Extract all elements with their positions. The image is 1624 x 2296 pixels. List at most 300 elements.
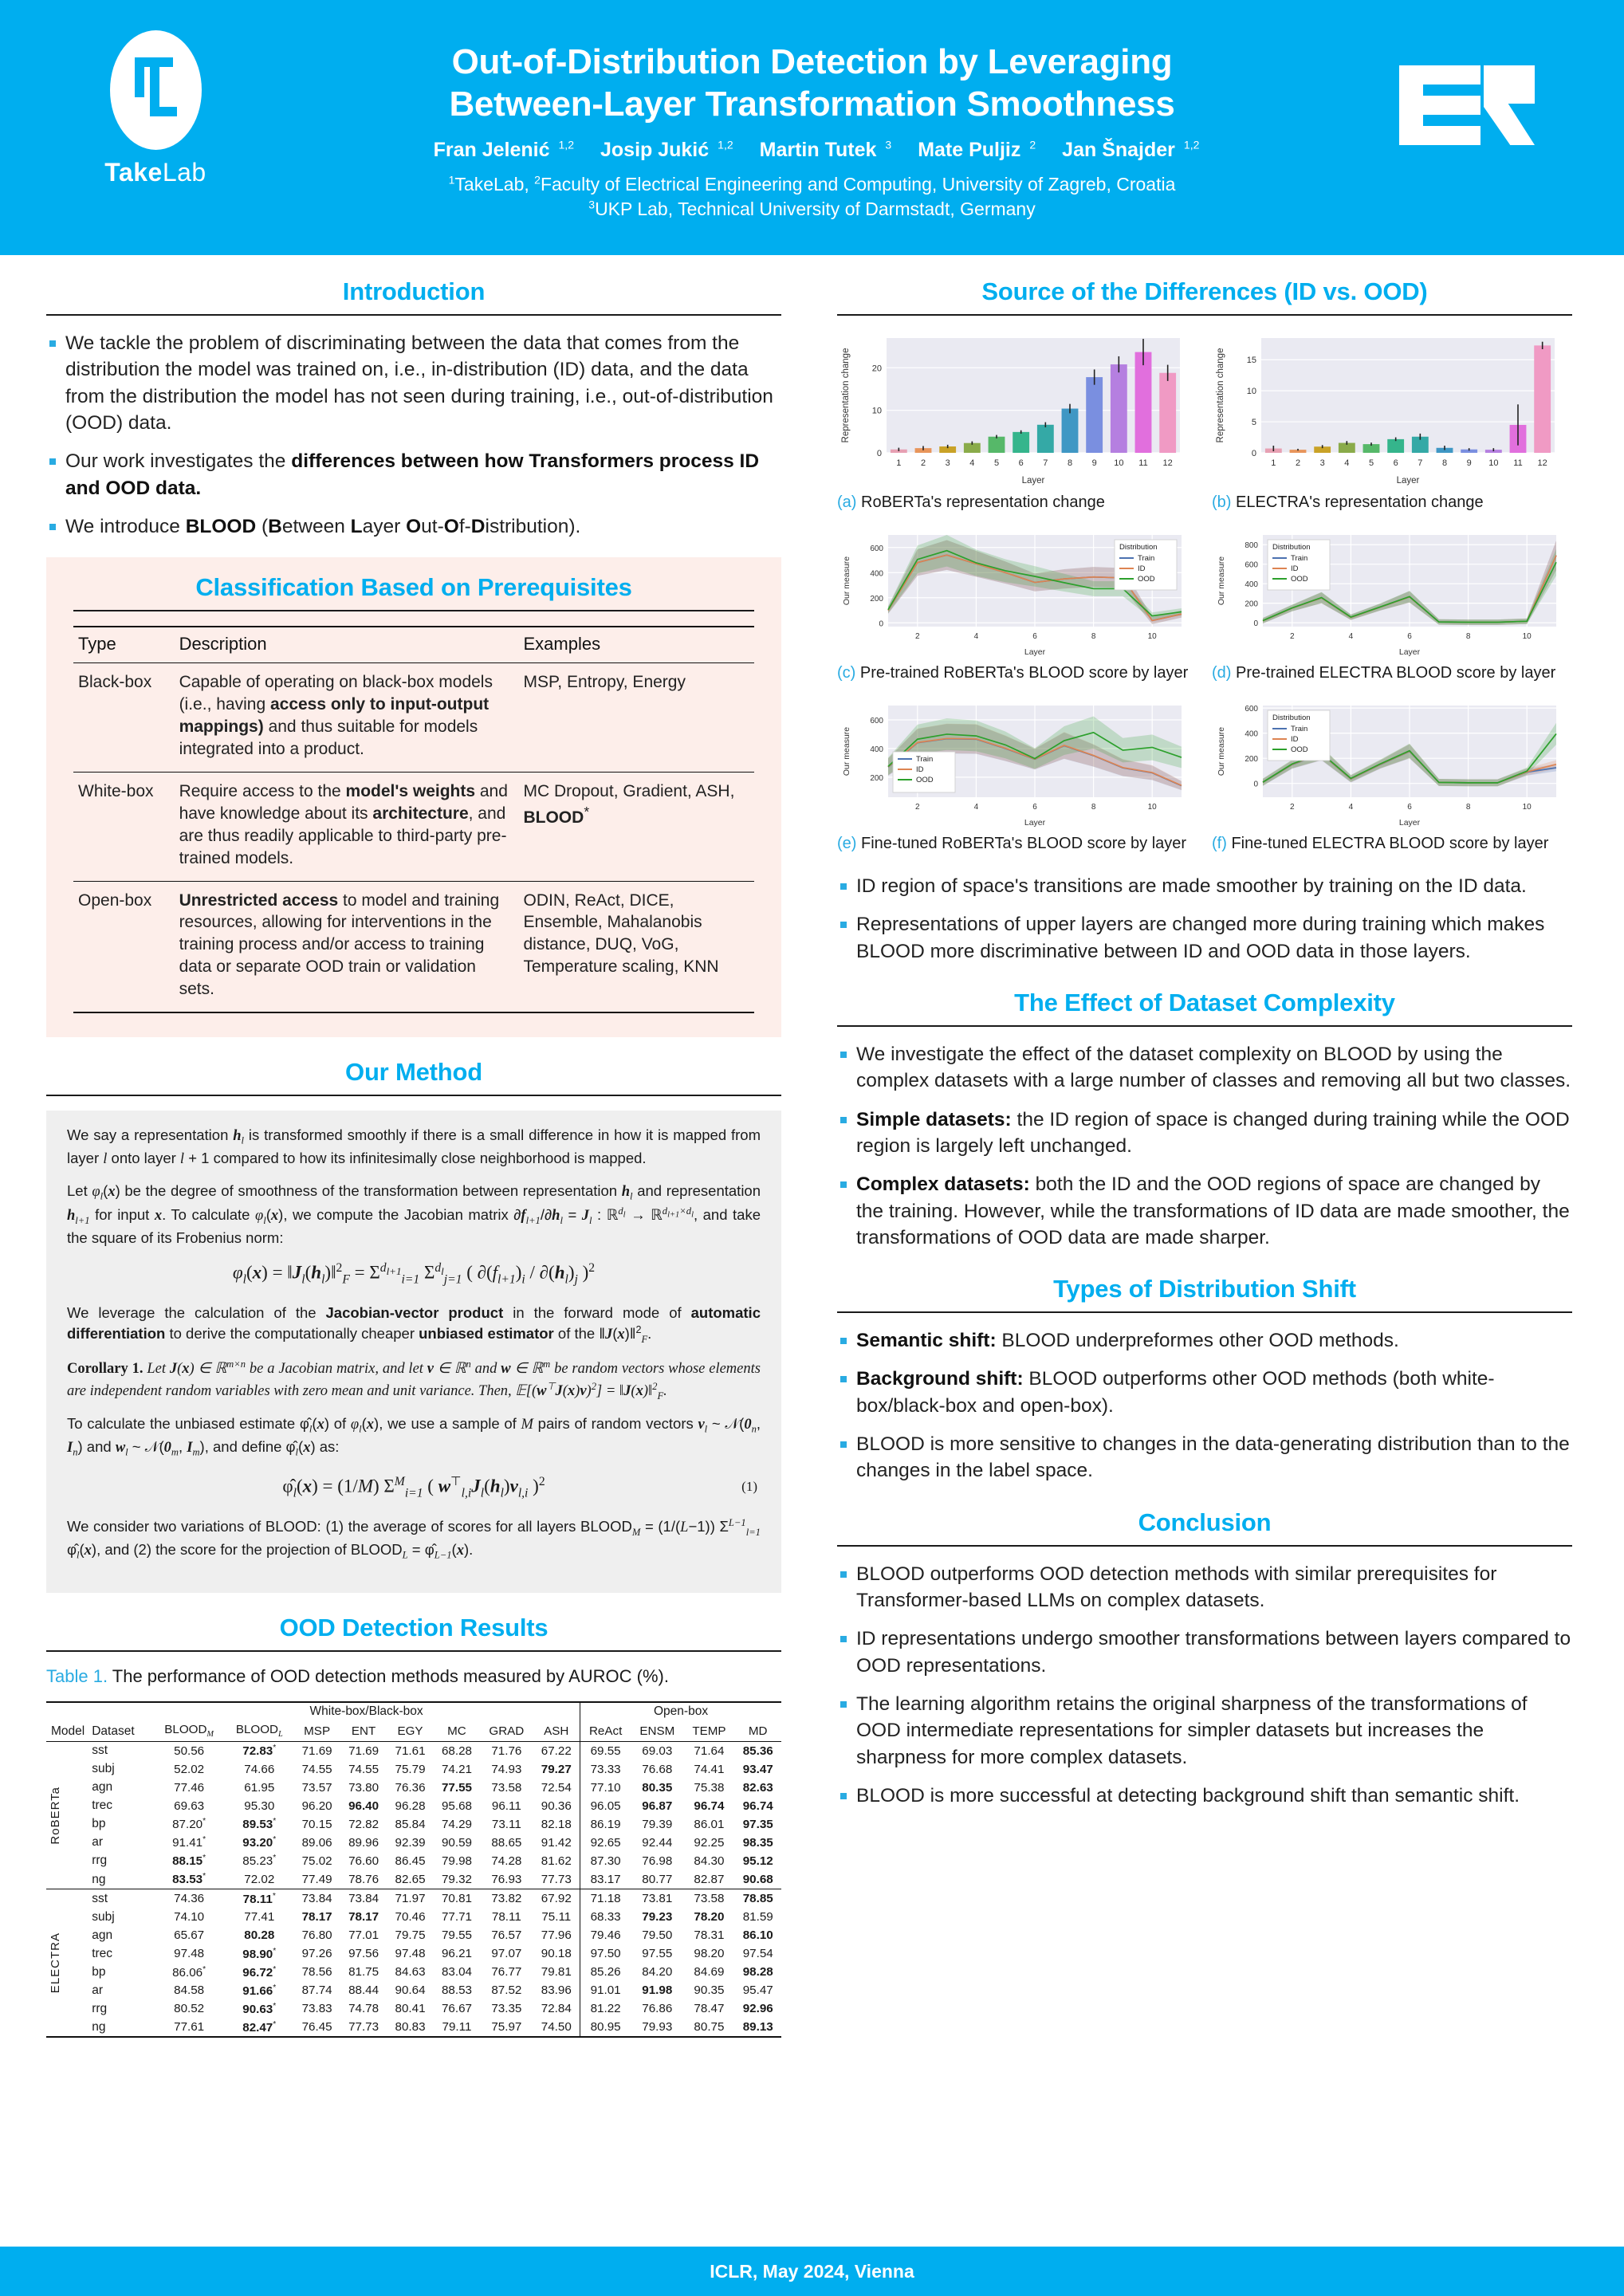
- cell-value: 80.95: [580, 2018, 631, 2037]
- cell-value: 73.81: [631, 1889, 683, 1909]
- cell-value: 88.65: [491, 1835, 522, 1850]
- equation-number: (1): [741, 1478, 757, 1494]
- figure-caption-c: [837, 663, 1197, 683]
- table-row: [46, 1760, 781, 1779]
- cell-value: 71.64: [683, 1741, 734, 1760]
- svg-text:9: 9: [1466, 458, 1472, 468]
- svg-text:400: 400: [1245, 580, 1258, 590]
- cell-value: 61.95: [244, 1780, 275, 1795]
- cell-value: 98.20: [694, 1947, 725, 1961]
- cell-value: 88.15*: [172, 1854, 206, 1869]
- cell-value: 72.82: [348, 1817, 379, 1831]
- svg-text:0: 0: [1253, 619, 1258, 629]
- affiliation-1b: Faculty of Electrical Engineering and Computing, University of Zagreb, Croatia: [540, 174, 1176, 195]
- svg-text:7: 7: [1418, 458, 1423, 468]
- divider: [46, 1095, 781, 1096]
- cell-value: 73.33: [580, 1760, 631, 1779]
- cell-value: 97.48: [395, 1947, 426, 1961]
- cell-value: 92.25: [694, 1835, 725, 1850]
- cell-value: 76.98: [642, 1854, 673, 1868]
- figure-tag: (a): [837, 493, 857, 511]
- cell-dataset: bp: [92, 1817, 106, 1831]
- list-item: [837, 1783, 1572, 1809]
- cell-value: 70.46: [395, 1910, 426, 1924]
- svg-text:2: 2: [915, 803, 920, 812]
- cell-value: 74.78: [348, 2002, 379, 2016]
- cell-value: 72.84: [541, 2002, 572, 2016]
- svg-text:2: 2: [1295, 458, 1301, 468]
- cell-value: 88.53: [441, 1983, 472, 1998]
- cell-value: 67.92: [533, 1889, 580, 1909]
- cell-dataset: ng: [92, 2019, 106, 2034]
- figure-caption-text: ELECTRA's representation change: [1231, 493, 1484, 511]
- method-corollary: Corollary 1. Let J(x) ∈ ℝ$^{m\times n}$ be a Jacobian matrix, and let v ∈ ℝ$^n$ and w ∈ ℝ$^m$ be random vectors whose elements are independent random variables with zero mean and unit variance. Then, $𝔼[(w^⊤J(x)v)^2]$ = ‖J(x)‖$^2_F$.: [67, 1358, 761, 1402]
- cell-value: 89.96: [348, 1835, 379, 1850]
- col-header-md: MD: [748, 1724, 768, 1738]
- figure-b: [1212, 330, 1572, 527]
- model-label: RoBERTa: [46, 1741, 87, 1889]
- poster-header: [0, 0, 1624, 255]
- cell-value: 96.20: [301, 1799, 332, 1813]
- cell-description: Require access to the model's weights and have knowledge about its architecture, and are thus readily applicable to third-party pre-trained models.: [175, 772, 519, 881]
- cell-value: 77.46: [174, 1780, 205, 1795]
- conclusion-bullets: [837, 1561, 1572, 1810]
- affiliations: [294, 172, 1331, 221]
- cell-value: 75.02: [301, 1854, 332, 1868]
- col-header-dataset: Dataset: [87, 1702, 153, 1742]
- cell-value: 73.58: [683, 1889, 734, 1909]
- figure-caption-text: Pre-trained ELECTRA BLOOD score by layer: [1231, 664, 1556, 682]
- svg-text:Distribution: Distribution: [1272, 714, 1311, 722]
- cell-value: 91.66*: [242, 1983, 277, 1998]
- cell-value: 80.52: [174, 2002, 205, 2016]
- section-title-conclusion: Conclusion: [1138, 1508, 1272, 1536]
- cell-value: 75.11: [541, 1910, 572, 1924]
- svg-text:6: 6: [1407, 803, 1412, 812]
- table-bottom-rule: [46, 2037, 781, 2038]
- cell-value: 87.30: [580, 1852, 631, 1870]
- table-row: [46, 1834, 781, 1852]
- table-header-row: [73, 627, 754, 663]
- list-item: [837, 1691, 1572, 1771]
- col-header-ash: ASH: [544, 1724, 569, 1738]
- cell-value: 78.76: [348, 1873, 379, 1886]
- cell-value: 85.84: [395, 1817, 426, 1831]
- svg-text:5: 5: [993, 458, 1000, 468]
- svg-text:OOD: OOD: [1138, 575, 1155, 584]
- bullet-text: We tackle the problem of discriminating between the data that comes from the distribution the model was trained on, i.e., in-distribution (ID) data, and the data from the distribution the model has not seen during training, i.e., out-of-distribution (OOD) data.: [65, 332, 773, 434]
- title-line-1: Out-of-Distribution Detection by Leveraging: [451, 41, 1173, 81]
- svg-text:ID: ID: [916, 765, 924, 774]
- cell-value: 79.81: [541, 1965, 572, 1980]
- author-item: [751, 139, 892, 161]
- svg-text:10: 10: [1114, 458, 1124, 468]
- svg-text:Distribution: Distribution: [1119, 543, 1158, 552]
- table-row: [73, 772, 754, 881]
- cell-value: 91.98: [642, 1983, 673, 1998]
- cell-value: 95.30: [244, 1799, 275, 1813]
- cell-value: 74.21: [441, 1762, 472, 1776]
- svg-text:Layer: Layer: [1024, 818, 1046, 828]
- svg-text:10: 10: [871, 406, 882, 416]
- cell-value: 83.96: [541, 1983, 572, 1998]
- cell-value: 77.10: [580, 1779, 631, 1797]
- cell-value: 84.69: [694, 1965, 725, 1980]
- cell-value: 78.47: [694, 2002, 725, 2016]
- cell-value: 79.75: [395, 1928, 426, 1943]
- table-bottom-rule: [73, 1012, 754, 1013]
- cell-value: 98.28: [742, 1965, 773, 1980]
- svg-text:10: 10: [1522, 632, 1532, 641]
- col-header-egy: EGY: [397, 1724, 423, 1738]
- svg-text:OOD: OOD: [916, 776, 934, 784]
- svg-text:2: 2: [1290, 632, 1295, 641]
- svg-text:0: 0: [879, 619, 883, 629]
- svg-text:4: 4: [973, 632, 979, 641]
- cell-value: 83.04: [441, 1965, 472, 1980]
- svg-text:1: 1: [896, 458, 902, 468]
- cell-value: 69.03: [631, 1741, 683, 1760]
- cell-value: 76.68: [642, 1762, 673, 1776]
- cell-type: White-box: [73, 772, 175, 881]
- figure-tag: (b): [1212, 493, 1232, 511]
- figure-d: [1212, 529, 1572, 698]
- cell-value: 74.55: [348, 1762, 379, 1776]
- figure-caption-e: [837, 834, 1197, 854]
- model-label: ELECTRA: [46, 1889, 87, 2038]
- method-paragraph-2: Let $\varphi_l(x)$ be the degree of smoothness of the transformation between representation $h_l$ and representation $h_{l+1}$ for input x. To calculate $\varphi_l(x)$, we compute the Jacobian matrix $\partial f_{l+1}/\partial h_l = J_l$ : ℝ$^{d_l}$ → ℝ$^{d_{l+1}\times d_l}$, and take the square of its Frobenius norm:: [67, 1182, 761, 1247]
- takelab-logo: [76, 30, 235, 187]
- col-header-msp: MSP: [304, 1724, 331, 1738]
- cell-value: 97.26: [301, 1947, 332, 1961]
- svg-text:3: 3: [1319, 458, 1325, 468]
- cell-value: 74.93: [491, 1762, 522, 1776]
- author-affil-sup: 3: [885, 139, 892, 152]
- group-header-whitebox: White-box/Black-box: [153, 1702, 580, 1721]
- cell-value: 72.83*: [225, 1741, 293, 1760]
- svg-text:Layer: Layer: [1398, 818, 1421, 828]
- author-affil-sup: 1,2: [558, 139, 574, 152]
- cell-value: 90.64: [395, 1983, 426, 1998]
- cell-value: 76.60: [348, 1854, 379, 1868]
- section-title-dataset-complexity: The Effect of Dataset Complexity: [1014, 988, 1395, 1016]
- method-equation-estimator: $\varphî_l(x) = (1/M)$ $\Sigma^M_{i=1}$ ( $w^⊤_{l,i}J_l(h_l)v_{l,i}$ )$^2$ (1): [282, 1474, 757, 1500]
- cell-type: Open-box: [73, 881, 175, 1012]
- cell-value: 76.45: [301, 2020, 332, 2035]
- cell-value: 74.36: [153, 1889, 225, 1909]
- table-row: [46, 1741, 781, 1760]
- table-row: [46, 1926, 781, 1944]
- svg-text:Representation change: Representation change: [841, 348, 851, 443]
- cell-value: 75.38: [694, 1780, 725, 1795]
- cell-value: 84.63: [395, 1965, 426, 1980]
- cell-value: 82.63: [742, 1780, 773, 1795]
- cell-value: 73.83: [301, 2002, 332, 2016]
- cell-value: 76.36: [395, 1780, 426, 1795]
- takelab-mark-icon: [110, 30, 202, 150]
- cell-value: 69.63: [174, 1799, 205, 1813]
- cell-value: 92.44: [642, 1835, 673, 1850]
- section-classification: [46, 557, 781, 1037]
- cell-value: 80.77: [642, 1873, 673, 1886]
- cell-dataset: agn: [92, 1928, 113, 1942]
- divider: [46, 1650, 781, 1652]
- cell-value: 68.28: [434, 1741, 480, 1760]
- svg-text:800: 800: [1245, 541, 1258, 551]
- svg-text:2: 2: [1290, 803, 1295, 812]
- author-name: Jan Šnajder: [1062, 139, 1175, 162]
- figure-caption-d: [1212, 663, 1572, 683]
- cell-value: 78.31: [694, 1928, 725, 1943]
- fer-logo-icon: [1399, 65, 1535, 145]
- cell-value: 77.73: [348, 2020, 379, 2035]
- cell-value: 98.90*: [242, 1946, 277, 1961]
- cell-value: 97.07: [491, 1947, 522, 1961]
- divider: [837, 1311, 1572, 1313]
- cell-value: 96.72*: [242, 1964, 277, 1980]
- svg-text:Our measure: Our measure: [842, 726, 851, 776]
- cell-value: 82.87: [694, 1873, 725, 1886]
- author-name: Fran Jelenić: [433, 139, 550, 162]
- cell-value: 74.41: [694, 1762, 725, 1776]
- page-title: [294, 41, 1331, 126]
- prerequisites-table: [73, 626, 754, 1013]
- cell-dataset: trec: [92, 1799, 113, 1813]
- bullet-text: ID region of space's transitions are made smoother by training on the ID data.: [856, 875, 1527, 897]
- cell-value: 91.01: [580, 1981, 631, 1999]
- col-header-description: Description: [175, 627, 519, 663]
- svg-text:4: 4: [1348, 632, 1354, 641]
- cell-value: 87.74: [301, 1983, 332, 1998]
- cell-value: 75.79: [395, 1762, 426, 1776]
- cell-dataset: rrg: [92, 2001, 108, 2015]
- col-header-ensm: ENSM: [639, 1724, 675, 1738]
- cell-value: 77.73: [541, 1873, 572, 1886]
- cell-value: 96.28: [395, 1799, 426, 1813]
- figure-tag: (c): [837, 664, 856, 682]
- figure-a: [837, 330, 1197, 527]
- svg-text:0: 0: [876, 449, 882, 458]
- table-row: [46, 1852, 781, 1870]
- table-row: [46, 1908, 781, 1926]
- bullet-text: BLOOD is more sensitive to changes in the data-generating distribution than to the changes in the label space.: [856, 1433, 1570, 1482]
- cell-value: 90.18: [541, 1947, 572, 1961]
- col-header-temp: TEMP: [692, 1724, 726, 1738]
- table-header-row: [46, 1721, 781, 1742]
- svg-text:10: 10: [1147, 632, 1157, 641]
- cell-value: 77.49: [301, 1873, 332, 1886]
- figure-grid: [837, 330, 1572, 868]
- cell-value: 71.61: [387, 1741, 433, 1760]
- section-title-method: Our Method: [345, 1058, 482, 1087]
- section-source-differences: [837, 277, 1572, 965]
- cell-value: 85.26: [580, 1963, 631, 1981]
- svg-text:400: 400: [870, 745, 883, 754]
- bullet-text: The learning algorithm retains the original sharpness of the transformations of OOD intermediate representations for simpler datasets but increases the sharpness for more complex datasets.: [856, 1693, 1528, 1768]
- source-differences-bullets: [837, 873, 1572, 965]
- svg-text:Train: Train: [916, 755, 934, 764]
- section-distribution-shift: [837, 1275, 1572, 1484]
- left-column: [46, 277, 781, 2248]
- list-item: [837, 873, 1572, 899]
- col-header-ent: ENT: [351, 1724, 376, 1738]
- cell-value: 90.63*: [242, 2001, 277, 2016]
- cell-examples: MSP, Entropy, Energy: [523, 673, 686, 692]
- bullet-text: ID representations undergo smoother transformations between layers compared to OOD representations.: [856, 1628, 1571, 1677]
- cell-value: 81.22: [580, 1999, 631, 2018]
- svg-text:8: 8: [1091, 632, 1096, 641]
- results-table: [46, 1701, 781, 2038]
- svg-text:2: 2: [915, 632, 920, 641]
- cell-value: 82.65: [395, 1873, 426, 1886]
- cell-value: 76.93: [491, 1873, 522, 1886]
- cell-value: 95.47: [742, 1983, 773, 1998]
- cell-value: 81.62: [541, 1854, 572, 1868]
- svg-text:9: 9: [1091, 458, 1097, 468]
- cell-value: 84.58: [174, 1983, 205, 1998]
- method-paragraph-1: We say a representation $h_l$ is transformed smoothly if there is a small difference in how it is mapped from layer l onto layer l + 1 compared to how its infinitesimally close neighborhood is mapped.: [67, 1126, 761, 1168]
- svg-text:Distribution: Distribution: [1272, 543, 1311, 552]
- bullet-text: BLOOD is more successful at detecting background shift than semantic shift.: [856, 1784, 1520, 1807]
- figure-tag: (f): [1212, 835, 1227, 852]
- chart-pretrained-roberta-blood: [837, 529, 1188, 660]
- author-item: [592, 139, 733, 161]
- author-item: [425, 139, 574, 161]
- cell-value: 79.46: [580, 1926, 631, 1944]
- divider: [837, 314, 1572, 316]
- svg-text:Our measure: Our measure: [1217, 556, 1226, 606]
- cell-value: 85.36: [734, 1741, 781, 1760]
- cell-value: 89.06: [301, 1835, 332, 1850]
- cell-value: 96.87: [642, 1799, 673, 1813]
- right-column: [837, 277, 1572, 2248]
- cell-value: 77.61: [174, 2020, 205, 2035]
- figure-caption-text: Pre-trained RoBERTa's BLOOD score by layer: [855, 664, 1189, 682]
- figure-caption-f: [1212, 834, 1572, 854]
- cell-value: 73.82: [480, 1889, 533, 1909]
- cell-value: 86.01: [694, 1817, 725, 1831]
- divider: [837, 1025, 1572, 1027]
- divider: [46, 314, 781, 316]
- table-caption-text: The performance of OOD detection methods measured by AUROC (%).: [108, 1665, 669, 1686]
- chart-electra-representation-change: [1212, 330, 1563, 489]
- cell-value: 80.28: [244, 1928, 275, 1943]
- cell-value: 78.17: [301, 1910, 332, 1924]
- svg-text:20: 20: [871, 364, 882, 374]
- svg-text:Our measure: Our measure: [842, 556, 851, 606]
- cell-value: 89.53*: [242, 1817, 277, 1832]
- dataset-complexity-bullets: [837, 1041, 1572, 1251]
- table-row: [73, 881, 754, 1012]
- cell-value: 73.35: [491, 2002, 522, 2016]
- svg-text:600: 600: [1245, 560, 1258, 570]
- cell-value: 73.57: [301, 1780, 332, 1795]
- method-equation-frobenius: $\varphi_l(x)$ = $‖J_l(h_l)‖^2_F = \Sigma^{d_{l+1}}_{i=1}$ $\Sigma^{d_l}_{j=1}$ ( $\partial(f_{l+1})_i / \partial(h_l)_j$ )$^2$: [232, 1261, 596, 1287]
- method-paragraph-5: We consider two variations of BLOOD: (1) the average of scores for all layers $BLOOD_M = (1/(L-1))$ $\Sigma^{L-1}_{l=1}$ $\varphî_l(x)$, and (2) the score for the projection of $BLOOD_L$ = $\varphî_{L-1}(x)$.: [67, 1516, 761, 1562]
- distribution-shift-bullets: [837, 1327, 1572, 1484]
- cell-value: 79.50: [642, 1928, 673, 1943]
- cell-value: 83.53*: [172, 1872, 206, 1887]
- svg-text:6: 6: [1032, 803, 1037, 812]
- svg-text:Train: Train: [1291, 725, 1308, 733]
- list-item: Semantic shift: BLOOD underpreformes other OOD methods.: [837, 1327, 1572, 1354]
- method-paragraph-3: We leverage the calculation of the Jacobian-vector product in the forward mode of automatic differentiation to derive the computationally cheaper unbiased estimator of the ‖J(x)‖$^2_F$.: [67, 1304, 761, 1345]
- cell-dataset: ng: [92, 1872, 106, 1886]
- cell-value: 79.27: [541, 1762, 572, 1776]
- cell-value: 79.98: [441, 1854, 472, 1868]
- cell-value: 92.39: [395, 1835, 426, 1850]
- section-title-results: OOD Detection Results: [279, 1613, 549, 1641]
- svg-text:3: 3: [945, 458, 950, 468]
- col-header-bloodl: $BLOOD_L$: [235, 1723, 283, 1740]
- cell-value: 80.83: [395, 2020, 426, 2035]
- chart-roberta-representation-change: [837, 330, 1188, 489]
- cell-value: 97.48: [174, 1947, 205, 1961]
- cell-value: 76.77: [491, 1965, 522, 1980]
- cell-value: 73.11: [491, 1817, 521, 1831]
- svg-text:5: 5: [1368, 458, 1374, 468]
- cell-value: 96.05: [580, 1797, 631, 1815]
- bullet-text: BLOOD outperforms OOD detection methods with similar prerequisites for Transformer-based LLMs on complex datasets.: [856, 1563, 1497, 1611]
- svg-text:0: 0: [1253, 780, 1258, 789]
- cell-value: 79.32: [441, 1873, 472, 1886]
- section-title-introduction: Introduction: [342, 277, 486, 305]
- cell-value: 50.56: [153, 1741, 225, 1760]
- svg-text:2: 2: [920, 458, 926, 468]
- figure-caption-text: Fine-tuned ELECTRA BLOOD score by layer: [1226, 835, 1549, 852]
- list-item: Our work investigates the differences between how Transformers process ID and OOD data.: [46, 448, 781, 501]
- cell-value: 71.18: [580, 1889, 631, 1909]
- cell-value: 96.11: [491, 1799, 521, 1813]
- cell-value: 71.76: [480, 1741, 533, 1760]
- cell-value: 85.23*: [242, 1854, 277, 1869]
- cell-value: 79.39: [642, 1817, 673, 1831]
- cell-value: 78.20: [694, 1910, 725, 1924]
- author-name: Martin Tutek: [759, 139, 877, 162]
- cell-value: 77.55: [441, 1780, 472, 1795]
- cell-dataset: subj: [92, 1762, 115, 1776]
- list-item: [837, 1561, 1572, 1614]
- list-item: Background shift: BLOOD outperforms other OOD methods (both white-box/black-box and open-box).: [837, 1366, 1572, 1419]
- section-dataset-complexity: [837, 989, 1572, 1251]
- section-title-distribution-shift: Types of Distribution Shift: [1053, 1275, 1356, 1303]
- cell-value: 74.10: [174, 1910, 205, 1924]
- svg-text:6: 6: [1407, 632, 1412, 641]
- takelab-logo-light: Lab: [162, 158, 206, 187]
- affiliation-line-2: $^3$UKP Lab, Technical University of Darmstadt, Germany: [588, 198, 1036, 219]
- chart-finetuned-electra-blood: [1212, 699, 1563, 831]
- svg-text:200: 200: [870, 594, 883, 603]
- cell-value: 78.56: [301, 1965, 332, 1980]
- svg-text:ID: ID: [1291, 564, 1299, 573]
- cell-value: 73.58: [491, 1780, 522, 1795]
- svg-text:4: 4: [1348, 803, 1354, 812]
- cell-value: 93.20*: [242, 1835, 277, 1850]
- cell-value: 77.96: [541, 1928, 572, 1943]
- cell-value: 97.55: [642, 1947, 673, 1961]
- cell-value: 73.84: [340, 1889, 387, 1909]
- cell-value: 95.12: [742, 1854, 773, 1868]
- cell-value: 90.59: [441, 1835, 472, 1850]
- svg-text:OOD: OOD: [1291, 745, 1308, 754]
- cell-value: 67.22: [533, 1741, 580, 1760]
- cell-dataset: ar: [92, 1835, 104, 1850]
- cell-value: 81.59: [742, 1910, 773, 1924]
- affiliation-2: UKP Lab, Technical University of Darmstadt, Germany: [595, 198, 1036, 219]
- list-item: [837, 1626, 1572, 1679]
- col-header-react: ReAct: [580, 1721, 631, 1742]
- affiliation-line-1: $^1$TakeLab, $^2$Faculty of Electrical Engineering and Computing, University of Zagreb, Croatia: [448, 173, 1176, 195]
